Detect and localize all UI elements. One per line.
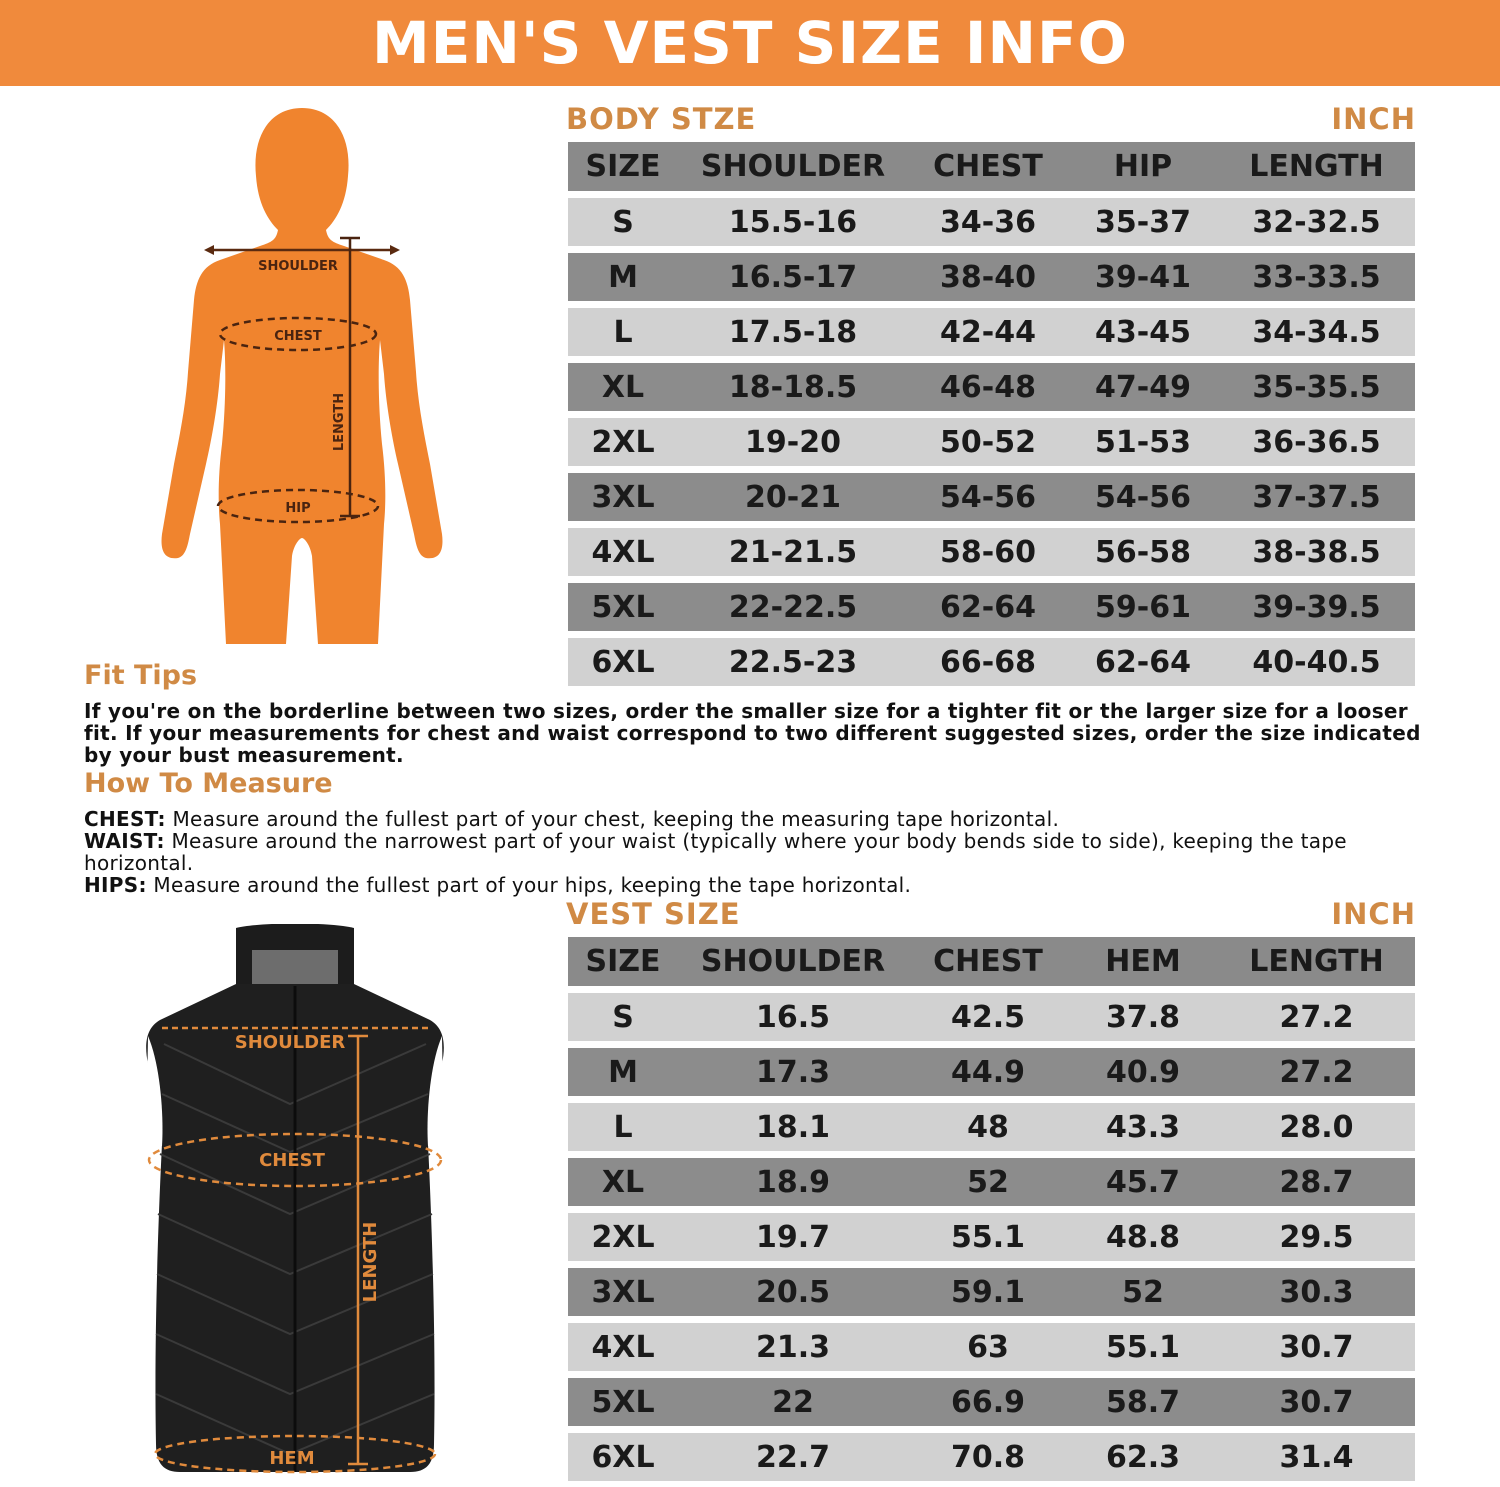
table-cell: 16.5: [678, 993, 908, 1041]
row-spacer-cell: [568, 986, 1415, 993]
row-spacer-cell: [568, 1426, 1415, 1433]
table-row: [568, 1268, 1415, 1316]
table-cell: 27.2: [1218, 1048, 1415, 1096]
table-cell: 66.9: [908, 1378, 1068, 1426]
table-cell: L: [568, 308, 678, 356]
table-cell: 62-64: [908, 583, 1068, 631]
body-size-title: BODY STZE: [566, 102, 757, 136]
table-cell: 4XL: [568, 528, 678, 576]
table-cell: 30.3: [1218, 1268, 1415, 1316]
table-cell: 33-33.5: [1218, 253, 1415, 301]
table-cell: 28.0: [1218, 1103, 1415, 1151]
table-row: [568, 1323, 1415, 1371]
vest-illustration: [140, 924, 450, 1476]
table-cell: L: [568, 1103, 678, 1151]
row-spacer-cell: [568, 356, 1415, 363]
table-cell: 3XL: [568, 473, 678, 521]
table-cell: 54-56: [1068, 473, 1218, 521]
table-cell: 40-40.5: [1218, 638, 1415, 686]
row-spacer-cell: [568, 521, 1415, 528]
table-cell: 59.1: [908, 1268, 1068, 1316]
table-cell: 28.7: [1218, 1158, 1415, 1206]
table-cell: 22.5-23: [678, 638, 908, 686]
table-cell: 51-53: [1068, 418, 1218, 466]
row-spacer: [568, 1206, 1415, 1213]
table-cell: 15.5-16: [678, 198, 908, 246]
table-row: [568, 363, 1415, 411]
row-spacer: [568, 246, 1415, 253]
table-cell: 45.7: [1068, 1158, 1218, 1206]
row-spacer-cell: [568, 1096, 1415, 1103]
table-cell: 20-21: [678, 473, 908, 521]
table-cell: 22: [678, 1378, 908, 1426]
row-spacer-cell: [568, 1316, 1415, 1323]
table-cell: 18.1: [678, 1103, 908, 1151]
measure-text: Measure around the fullest part of your chest, keeping the measuring tape horizontal.: [165, 807, 1060, 831]
table-cell: 6XL: [568, 638, 678, 686]
row-spacer-cell: [568, 1206, 1415, 1213]
table-cell: 58.7: [1068, 1378, 1218, 1426]
table-cell: 17.3: [678, 1048, 908, 1096]
length-label: LENGTH: [332, 392, 347, 452]
list-item: [84, 808, 1424, 830]
row-spacer-cell: [568, 301, 1415, 308]
table-cell: 54-56: [908, 473, 1068, 521]
table-cell: 42.5: [908, 993, 1068, 1041]
chest-label: CHEST: [274, 329, 322, 344]
table-cell: 30.7: [1218, 1323, 1415, 1371]
vest-size-unit: INCH: [1331, 897, 1416, 931]
table-cell: 58-60: [908, 528, 1068, 576]
table-cell: 48: [908, 1103, 1068, 1151]
header-shoulder: SHOULDER: [678, 142, 908, 191]
table-cell: 55.1: [908, 1213, 1068, 1261]
table-row: [568, 1213, 1415, 1261]
row-spacer: [568, 356, 1415, 363]
table-cell: 48.8: [1068, 1213, 1218, 1261]
row-spacer: [568, 576, 1415, 583]
header-shoulder: SHOULDER: [678, 937, 908, 986]
table-cell: 34-36: [908, 198, 1068, 246]
table-cell: XL: [568, 1158, 678, 1206]
table-row: [568, 473, 1415, 521]
header-hip: HIP: [1068, 142, 1218, 191]
table-cell: 46-48: [908, 363, 1068, 411]
table-cell: 2XL: [568, 418, 678, 466]
how-to-measure-list: [84, 808, 1424, 896]
row-spacer: [568, 1316, 1415, 1323]
list-item: [84, 874, 1424, 896]
table-row: [568, 583, 1415, 631]
measure-text: Measure around the fullest part of your hips, keeping the tape horizontal.: [146, 873, 912, 897]
table-cell: 62.3: [1068, 1433, 1218, 1481]
table-cell: 30.7: [1218, 1378, 1415, 1426]
header-chest: CHEST: [908, 142, 1068, 191]
table-cell: 6XL: [568, 1433, 678, 1481]
table-row: [568, 1378, 1415, 1426]
header-size: SIZE: [568, 142, 678, 191]
measure-term: HIPS:: [84, 873, 147, 897]
table-row: [568, 1433, 1415, 1481]
fit-tips-heading: Fit Tips: [84, 660, 198, 691]
table-row: [568, 1103, 1415, 1151]
page-title: MEN'S VEST SIZE INFO: [372, 9, 1128, 77]
table-cell: 37.8: [1068, 993, 1218, 1041]
table-cell: 44.9: [908, 1048, 1068, 1096]
row-spacer: [568, 1041, 1415, 1048]
row-spacer: [568, 191, 1415, 198]
table-cell: 42-44: [908, 308, 1068, 356]
vest-size-table: [568, 937, 1415, 1481]
table-cell: 47-49: [1068, 363, 1218, 411]
table-cell: 66-68: [908, 638, 1068, 686]
measure-term: WAIST:: [84, 829, 165, 853]
row-spacer-cell: [568, 631, 1415, 638]
fit-tips-text: If you're on the borderline between two sizes, order the smaller size for a tighter fit or the larger size for a looser fit. If your measurements for chest and waist correspond to two different suggested sizes, order the size indicated by your bust measurement.: [84, 699, 1421, 767]
table-cell: 34-34.5: [1218, 308, 1415, 356]
table-row: [568, 528, 1415, 576]
table-cell: 18.9: [678, 1158, 908, 1206]
shoulder-label: SHOULDER: [258, 259, 338, 274]
table-cell: 70.8: [908, 1433, 1068, 1481]
table-row: [568, 1158, 1415, 1206]
table-cell: 39-39.5: [1218, 583, 1415, 631]
table-cell: M: [568, 253, 678, 301]
table-cell: 62-64: [1068, 638, 1218, 686]
header-size: SIZE: [568, 937, 678, 986]
table-cell: 37-37.5: [1218, 473, 1415, 521]
table-cell: 3XL: [568, 1268, 678, 1316]
table-cell: 20.5: [678, 1268, 908, 1316]
list-item: [84, 830, 1424, 874]
row-spacer: [568, 301, 1415, 308]
measure-term: CHEST:: [84, 807, 166, 831]
table-cell: 56-58: [1068, 528, 1218, 576]
table-cell: 36-36.5: [1218, 418, 1415, 466]
table-cell: 59-61: [1068, 583, 1218, 631]
table-row: [568, 198, 1415, 246]
row-spacer: [568, 411, 1415, 418]
table-row: [568, 638, 1415, 686]
row-spacer-cell: [568, 1151, 1415, 1158]
table-cell: 16.5-17: [678, 253, 908, 301]
table-cell: M: [568, 1048, 678, 1096]
table-cell: 19.7: [678, 1213, 908, 1261]
table-header-row: [568, 937, 1415, 986]
table-cell: 43-45: [1068, 308, 1218, 356]
header-length: LENGTH: [1218, 937, 1415, 986]
row-spacer-cell: [568, 246, 1415, 253]
table-cell: 35-35.5: [1218, 363, 1415, 411]
table-cell: 22-22.5: [678, 583, 908, 631]
table-cell: 27.2: [1218, 993, 1415, 1041]
row-spacer: [568, 631, 1415, 638]
table-cell: 55.1: [1068, 1323, 1218, 1371]
body-figure-illustration: [160, 104, 445, 649]
vest-size-title: VEST SIZE: [566, 897, 741, 931]
table-cell: 2XL: [568, 1213, 678, 1261]
hip-label: HIP: [285, 501, 311, 516]
row-spacer-cell: [568, 576, 1415, 583]
table-row: [568, 253, 1415, 301]
table-row: [568, 993, 1415, 1041]
header-chest: CHEST: [908, 937, 1068, 986]
title-banner: [0, 0, 1500, 86]
table-row: [568, 308, 1415, 356]
vest-chest-label: CHEST: [259, 1150, 325, 1171]
table-header-row: [568, 142, 1415, 191]
row-spacer-cell: [568, 411, 1415, 418]
vest-shoulder-label: SHOULDER: [234, 1032, 346, 1053]
row-spacer: [568, 1261, 1415, 1268]
table-cell: 18-18.5: [678, 363, 908, 411]
table-cell: 5XL: [568, 583, 678, 631]
table-cell: 39-41: [1068, 253, 1218, 301]
row-spacer: [568, 1151, 1415, 1158]
table-cell: 50-52: [908, 418, 1068, 466]
table-cell: S: [568, 993, 678, 1041]
measure-text: Measure around the narrowest part of your waist (typically where your body bends side to side), keeping the tape horizontal.: [84, 829, 1347, 875]
table-cell: 35-37: [1068, 198, 1218, 246]
row-spacer-cell: [568, 466, 1415, 473]
table-cell: 43.3: [1068, 1103, 1218, 1151]
table-cell: 4XL: [568, 1323, 678, 1371]
table-cell: 17.5-18: [678, 308, 908, 356]
header-length: LENGTH: [1218, 142, 1415, 191]
row-spacer: [568, 466, 1415, 473]
table-cell: 19-20: [678, 418, 908, 466]
row-spacer: [568, 1371, 1415, 1378]
row-spacer-cell: [568, 1041, 1415, 1048]
body-size-table: [568, 142, 1415, 686]
row-spacer-cell: [568, 1371, 1415, 1378]
table-cell: 63: [908, 1323, 1068, 1371]
body-size-unit: INCH: [1331, 102, 1416, 136]
how-to-measure-heading: How To Measure: [84, 768, 333, 799]
table-cell: 5XL: [568, 1378, 678, 1426]
table-row: [568, 1048, 1415, 1096]
table-cell: 22.7: [678, 1433, 908, 1481]
vest-hem-label: HEM: [269, 1448, 315, 1469]
row-spacer: [568, 1426, 1415, 1433]
table-cell: 32-32.5: [1218, 198, 1415, 246]
row-spacer-cell: [568, 1261, 1415, 1268]
row-spacer: [568, 521, 1415, 528]
header-hem: HEM: [1068, 937, 1218, 986]
vest-length-label: LENGTH: [360, 1221, 381, 1303]
table-cell: 52: [1068, 1268, 1218, 1316]
table-cell: 38-38.5: [1218, 528, 1415, 576]
table-cell: 40.9: [1068, 1048, 1218, 1096]
table-cell: XL: [568, 363, 678, 411]
row-spacer: [568, 1096, 1415, 1103]
row-spacer: [568, 986, 1415, 993]
table-cell: 29.5: [1218, 1213, 1415, 1261]
table-cell: S: [568, 198, 678, 246]
table-cell: 21-21.5: [678, 528, 908, 576]
table-cell: 21.3: [678, 1323, 908, 1371]
row-spacer-cell: [568, 191, 1415, 198]
table-cell: 38-40: [908, 253, 1068, 301]
table-cell: 31.4: [1218, 1433, 1415, 1481]
table-cell: 52: [908, 1158, 1068, 1206]
table-row: [568, 418, 1415, 466]
